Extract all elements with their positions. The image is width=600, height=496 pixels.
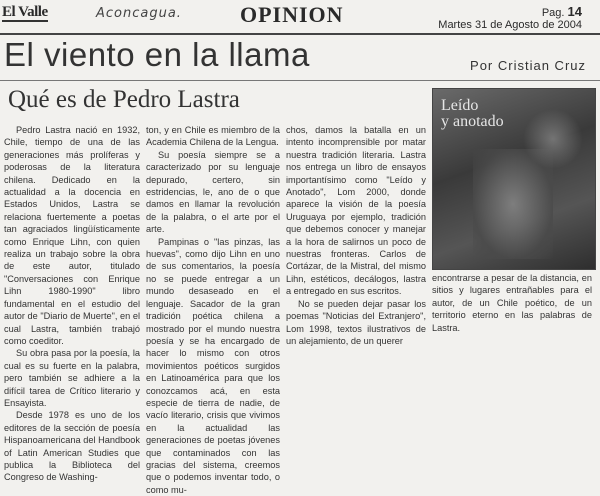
paragraph: Desde 1978 es uno de los editores de la sección de poesía Hispanoamericana del Handbook of Latin American Studies que publica la Biblioteca del Congreso de Washing-	[4, 410, 140, 483]
article-subhead: Qué es de Pedro Lastra	[8, 86, 240, 113]
section-title: OPINION	[240, 2, 344, 27]
paragraph: encontrarse a pesar de la distancia, en sitios y lugares entrañables para el autor, de un Chile poético, de un territorio eterno en las palabras de Lastra.	[432, 273, 592, 333]
text-column-3	[286, 124, 426, 347]
paragraph: Pedro Lastra nació en 1932, Chile, tiempo de una de las generaciones más prolíferas y poderosas de la literatura chilena. Dedicado en la actualidad a la docencia en Estados Unidos, Lastra se relaciona fuertemente a poetas tan agraciados lingüísticamente como Enrique Lihn, con quien realiza un trabajo sobre la obra de este autor, titulado "Conversaciones con Enrique Lihn 1980-1990" libro fundamental en el estudio del autor de "Diario de Muerte", en el cual Lastra, también trabajó como coeditor.	[4, 125, 140, 346]
handwritten-annotation: Aconcagua.	[96, 6, 182, 21]
byline: Por Cristian Cruz	[470, 58, 586, 73]
top-divider	[0, 33, 600, 35]
paragraph: Pampinas o "las pinzas, las huevas", como dijo Lihn en uno de sus comentarios, la poesía no se puede entregar a un mundo desaseado en el lenguaje. Sacador de la gran tradición poética chilena a mostrado por el mundo nuestra poesía y se ha encargado de hacer lo mismo con otros movimientos poéticos surgidos en Latinoamérica para que los conozcamos acá, en esta especie de tierra de nadie, de vacío literario, crisis que vivimos en la actualidad las generaciones de poetas jóvenes que contaminados con las gracias del sistema, creemos que o podemos inventar todo, o como mu-	[146, 236, 280, 495]
page-number	[542, 4, 582, 19]
text-column-2	[146, 124, 280, 496]
text-column-1	[4, 124, 140, 484]
paragraph: Su obra pasa por la poesía, la cual es su fuerte en la palabra, pero también se adhiere a la difícil tarea de Crítico literario y Ensayista.	[4, 348, 140, 408]
book-title-line-2: y anotado	[441, 113, 504, 130]
cover-art-highlight	[523, 109, 583, 169]
page-label: Pag.	[541, 7, 565, 19]
book-title-line-1: Leído	[441, 97, 479, 114]
publication-date: Martes 31 de Agosto de 2004	[438, 19, 582, 31]
newspaper-masthead	[2, 4, 48, 21]
paragraph: Su poesía siempre se a caracterizado por su lenguaje depurado, certero, sin estridencias, le, ano de o que damos en llamar la revolución de la palabra, o el arte por el arte.	[146, 149, 280, 235]
text-column-4	[432, 272, 592, 334]
paragraph: chos, damos la batalla en un intento incomprensible por matar nuestra tradición literaria. Lastra nos entrega un libro de ensayos importantísimo como "Leído y Anotado", Lom 2000, donde aparece la visión de la poesía Uruguaya por ejemplo, tradición que debemos conocer y manejar a la hora de salirnos un poco de nuestras fronteras. Carlos de Cortázar, de la Mistral, del mismo Lihn, estéticos, decálogos, lastra a entregado en sus escritos.	[286, 125, 426, 297]
paragraph: No se pueden dejar pasar los poemas "Noticias del Extranjero", Lom 1998, textos ilustrativos de un alejamiento, de un querer	[286, 298, 426, 346]
column-headline: El viento en la llama	[4, 36, 310, 73]
headline-divider	[0, 80, 600, 81]
paragraph: ton, y en Chile es miembro de la Academia Chilena de la Lengua.	[146, 125, 280, 148]
page-value: 14	[567, 4, 582, 19]
newspaper-logo: El Valle	[2, 4, 48, 20]
book-cover-photo	[432, 88, 596, 270]
